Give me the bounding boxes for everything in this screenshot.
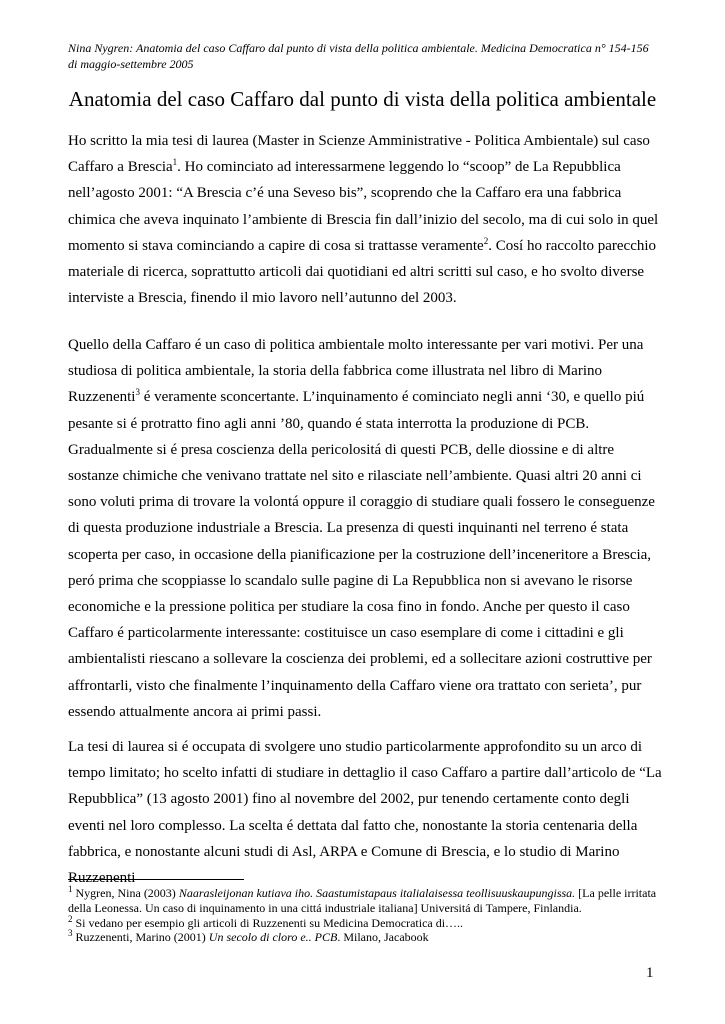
footnote-3-text-post: . Milano, Jacabook	[337, 930, 429, 945]
paragraph-1-text-b: . Ho cominciato ad interessarmene leggendo lo “scoop” de La Repubblica nell’agosto 2001: “A Brescia c’é una Seveso bis”, scoprendo che la Caffaro era una fabbrica chimica che aveva inquinato l’ambiente di Brescia fin dall’inizio del secolo, ma di cui solo in quel momento si stava cominciando a capire di cosa si trattasse veramente	[68, 159, 659, 254]
paragraph-3	[68, 734, 664, 891]
footnote-ref-3: 3	[135, 387, 140, 398]
footnote-2-text: Si vedano per esempio gli articoli di Ruzzenenti su Medicina Democratica di…..	[72, 915, 464, 930]
footnote-1-number: 1	[68, 884, 73, 894]
footnote-3	[68, 930, 664, 945]
paragraph-2-text-a: Quello della Caffaro é un caso di politica ambientale molto interessante per vari motivi. Per una studiosa di politica ambientale, la storia della fabbrica come illustrata nel libro di Marino Ruzzenenti	[68, 337, 644, 406]
document-title: Anatomia del caso Caffaro dal punto di vista della politica ambientale	[68, 87, 657, 111]
paragraph-2	[68, 332, 664, 725]
footnotes	[68, 886, 664, 945]
footnote-2-number: 2	[68, 913, 73, 924]
footnote-1	[68, 886, 664, 916]
footnote-3-text-pre: Ruzzenenti, Marino (2001)	[72, 930, 209, 945]
paragraph-1	[68, 128, 664, 311]
paragraph-1-text-c: . Cosí ho raccolto parecchio materiale di ricerca, soprattutto articoli dai quotidiani ed altri scritti sul caso, e ho svolto diverse interviste a Brescia, finendo il mio lavoro nell’autunno del 2003.	[68, 237, 657, 307]
footnote-1-italic-title: Naarasleijonan kutiava iho. Saastumistapaus italialaisessa teollisuuskaupungissa.	[178, 886, 576, 900]
footnote-1-text-pre: Nygren, Nina (2003)	[72, 886, 179, 900]
paragraph-3-text: La tesi di laurea si é occupata di svolgere uno studio particolarmente approfondito su un arco di tempo limitato; ho scelto infatti di studiare in dettaglio il caso Caffaro a partire dall’articolo de “La Repubblica” (13 agosto 2001) fino al novembre del 2002, pur tenendo certamente conto degli eventi nel loro complesso. La scelta é dettata dal fatto che, nonostante la storia centenaria della fabbrica, e nonostante alcuni studi di Asl, ARPA e Comune di Brescia, e lo studio di Marino Ruzzenenti	[68, 739, 662, 887]
footnote-3-number: 3	[68, 928, 73, 939]
footnote-1-text-post: [La pelle irritata della Leonessa. Un caso di inquinamento in una cittá industriale italiana] Universitá di Tampere, Finlandia.	[68, 886, 657, 915]
footnote-separator	[68, 879, 244, 880]
footnote-ref-2: 2	[483, 235, 489, 246]
footnote-ref-1: 1	[172, 157, 178, 168]
footnote-2	[68, 913, 664, 931]
running-header-citation: Nina Nygren: Anatomia del caso Caffaro dal punto di vista della politica ambientale. Medicina Democratica n° 154-156 di maggio-settembre 2005	[68, 41, 649, 71]
paragraph-2-text-b: é veramente sconcertante. L’inquinamento é cominciato negli anni ‘30, e quello piú pesante si é protratto fino agli anni ’80, quando é stata interrotta la produzione di PCB. Gradualmente si é presa coscienza della pericolositá di questi PCB, delle diossine e di altre sostanze chimiche che venivano trattate nel sito e rilasciate nell’ambiente. Quasi altri 20 anni ci sono voluti prima di trovare la volontá oppure il coraggio di studiare quali fossero le conseguenze di questa produzione industriale a Brescia. La presenza di questi inquinanti nel terreno é stata scoperta per caso, in occasione della pianificazione per la costruzione dell’inceneritore a Brescia, peró prima che scoppiasse lo scandalo sulle pagine di La Repubblica non si avevano le risorse economiche e la pressione politica per studiare la cosa fino in fondo. Anche per questo il caso Caffaro é particolarmente interessante: costituisce un caso esemplare di come i cittadini e gli ambientalisti riescano a sollevare la coscienza dei problemi, ed a sollecitare azioni costruttive per affrontarli, visto che finalmente l’inquinamento della Caffaro viene ora trattato con serieta’, pur essendo attualmente ancora ai primi passi.	[68, 389, 655, 720]
paragraph-1-text-a: Ho scritto la mia tesi di laurea (Master in Scienze Amministrative - Politica Ambientale) sul caso Caffaro a Brescia	[68, 133, 650, 176]
page-number: 1	[646, 965, 654, 981]
footnote-3-italic-title: Un secolo di cloro e.. PCB	[208, 930, 338, 945]
